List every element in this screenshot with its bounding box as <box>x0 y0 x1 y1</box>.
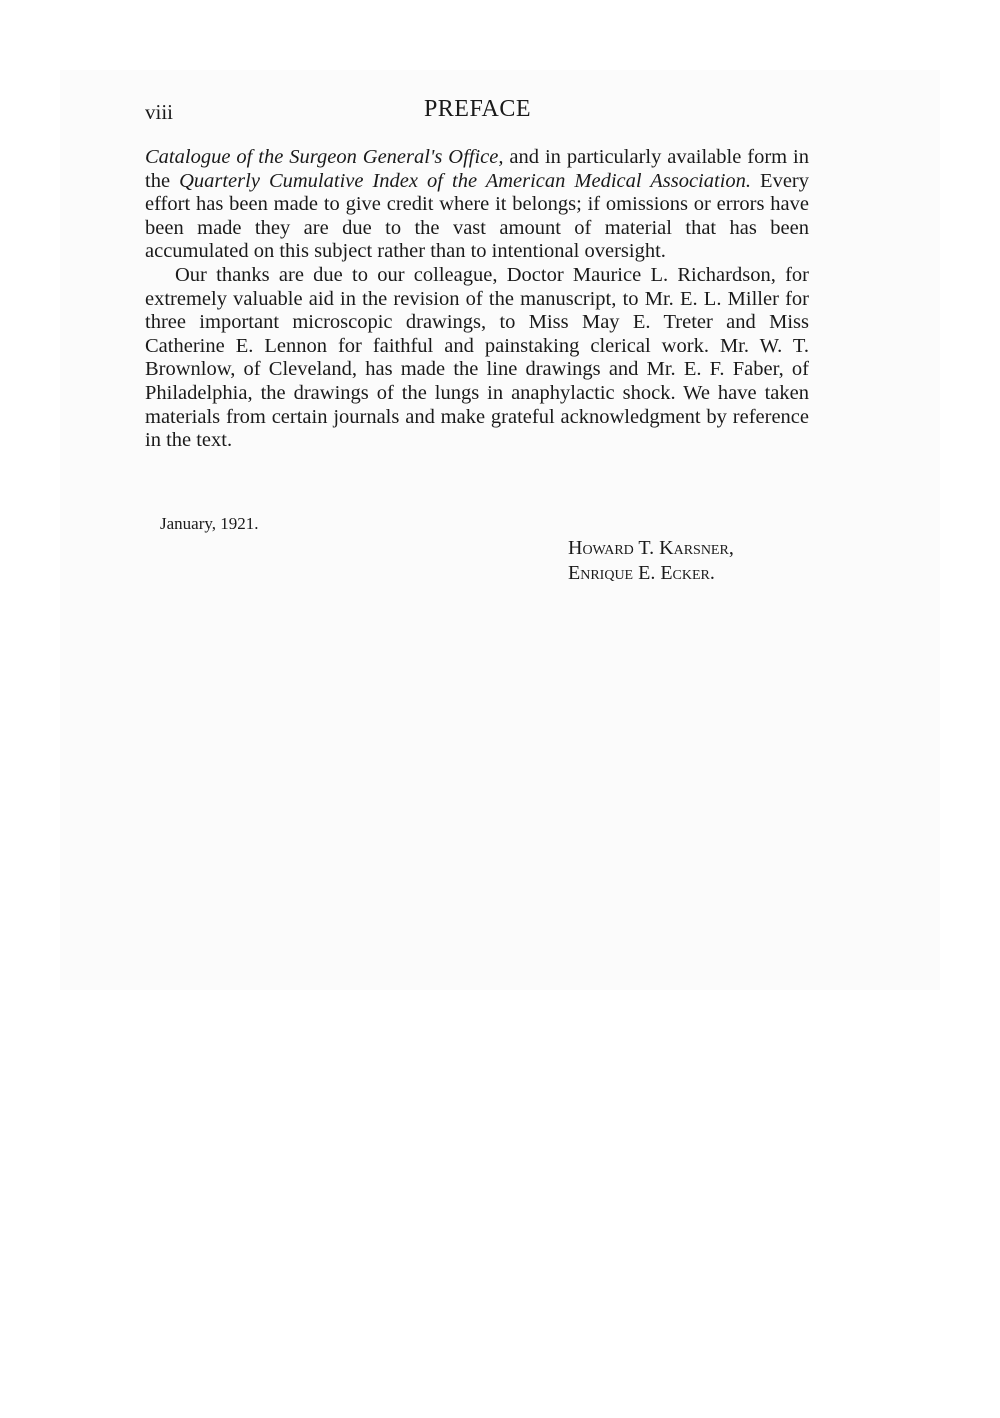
italic-citation-2: Quarterly Cumulative Index of the American Medical Association. <box>179 169 752 192</box>
date-line: January, 1921. <box>160 514 259 533</box>
italic-citation-1: Catalogue of the Surgeon General's Office, <box>145 146 504 168</box>
paragraph-1-text-a: and in particularly available form in the <box>145 146 809 192</box>
paragraph-1-text-b: Every effort has been made to give credit where it belongs; if omissions or errors have been made they are due to the vast amount of material that has been accumulated on this subject rather than to intentional oversight. <box>145 169 810 263</box>
signature-author-2: Enrique E. Ecker. <box>568 562 715 584</box>
preface-body <box>145 146 809 453</box>
page-number: viii <box>145 100 174 124</box>
running-head <box>145 96 810 130</box>
paragraph-1 <box>145 146 809 264</box>
paragraph-2: Our thanks are due to our colleague, Doctor Maurice L. Richardson, for extremely valuable aid in the revision of the manuscript, to Mr. E. L. Miller for three important microscopic drawings, to Miss May E. Treter and Miss Catherine E. Lennon for faithful and painstaking clerical work. Mr. W. T. Brownlow, of Cleveland, has made the line drawings and Mr. E. F. Faber, of Philadelphia, the drawings of the lungs in anaphylactic shock. We have taken materials from certain journals and make grateful acknowledgment by reference in the text. <box>145 263 809 452</box>
page-title: PREFACE <box>423 96 532 122</box>
signature-author-1: Howard T. Karsner, <box>568 537 734 559</box>
signature-block <box>568 536 734 586</box>
